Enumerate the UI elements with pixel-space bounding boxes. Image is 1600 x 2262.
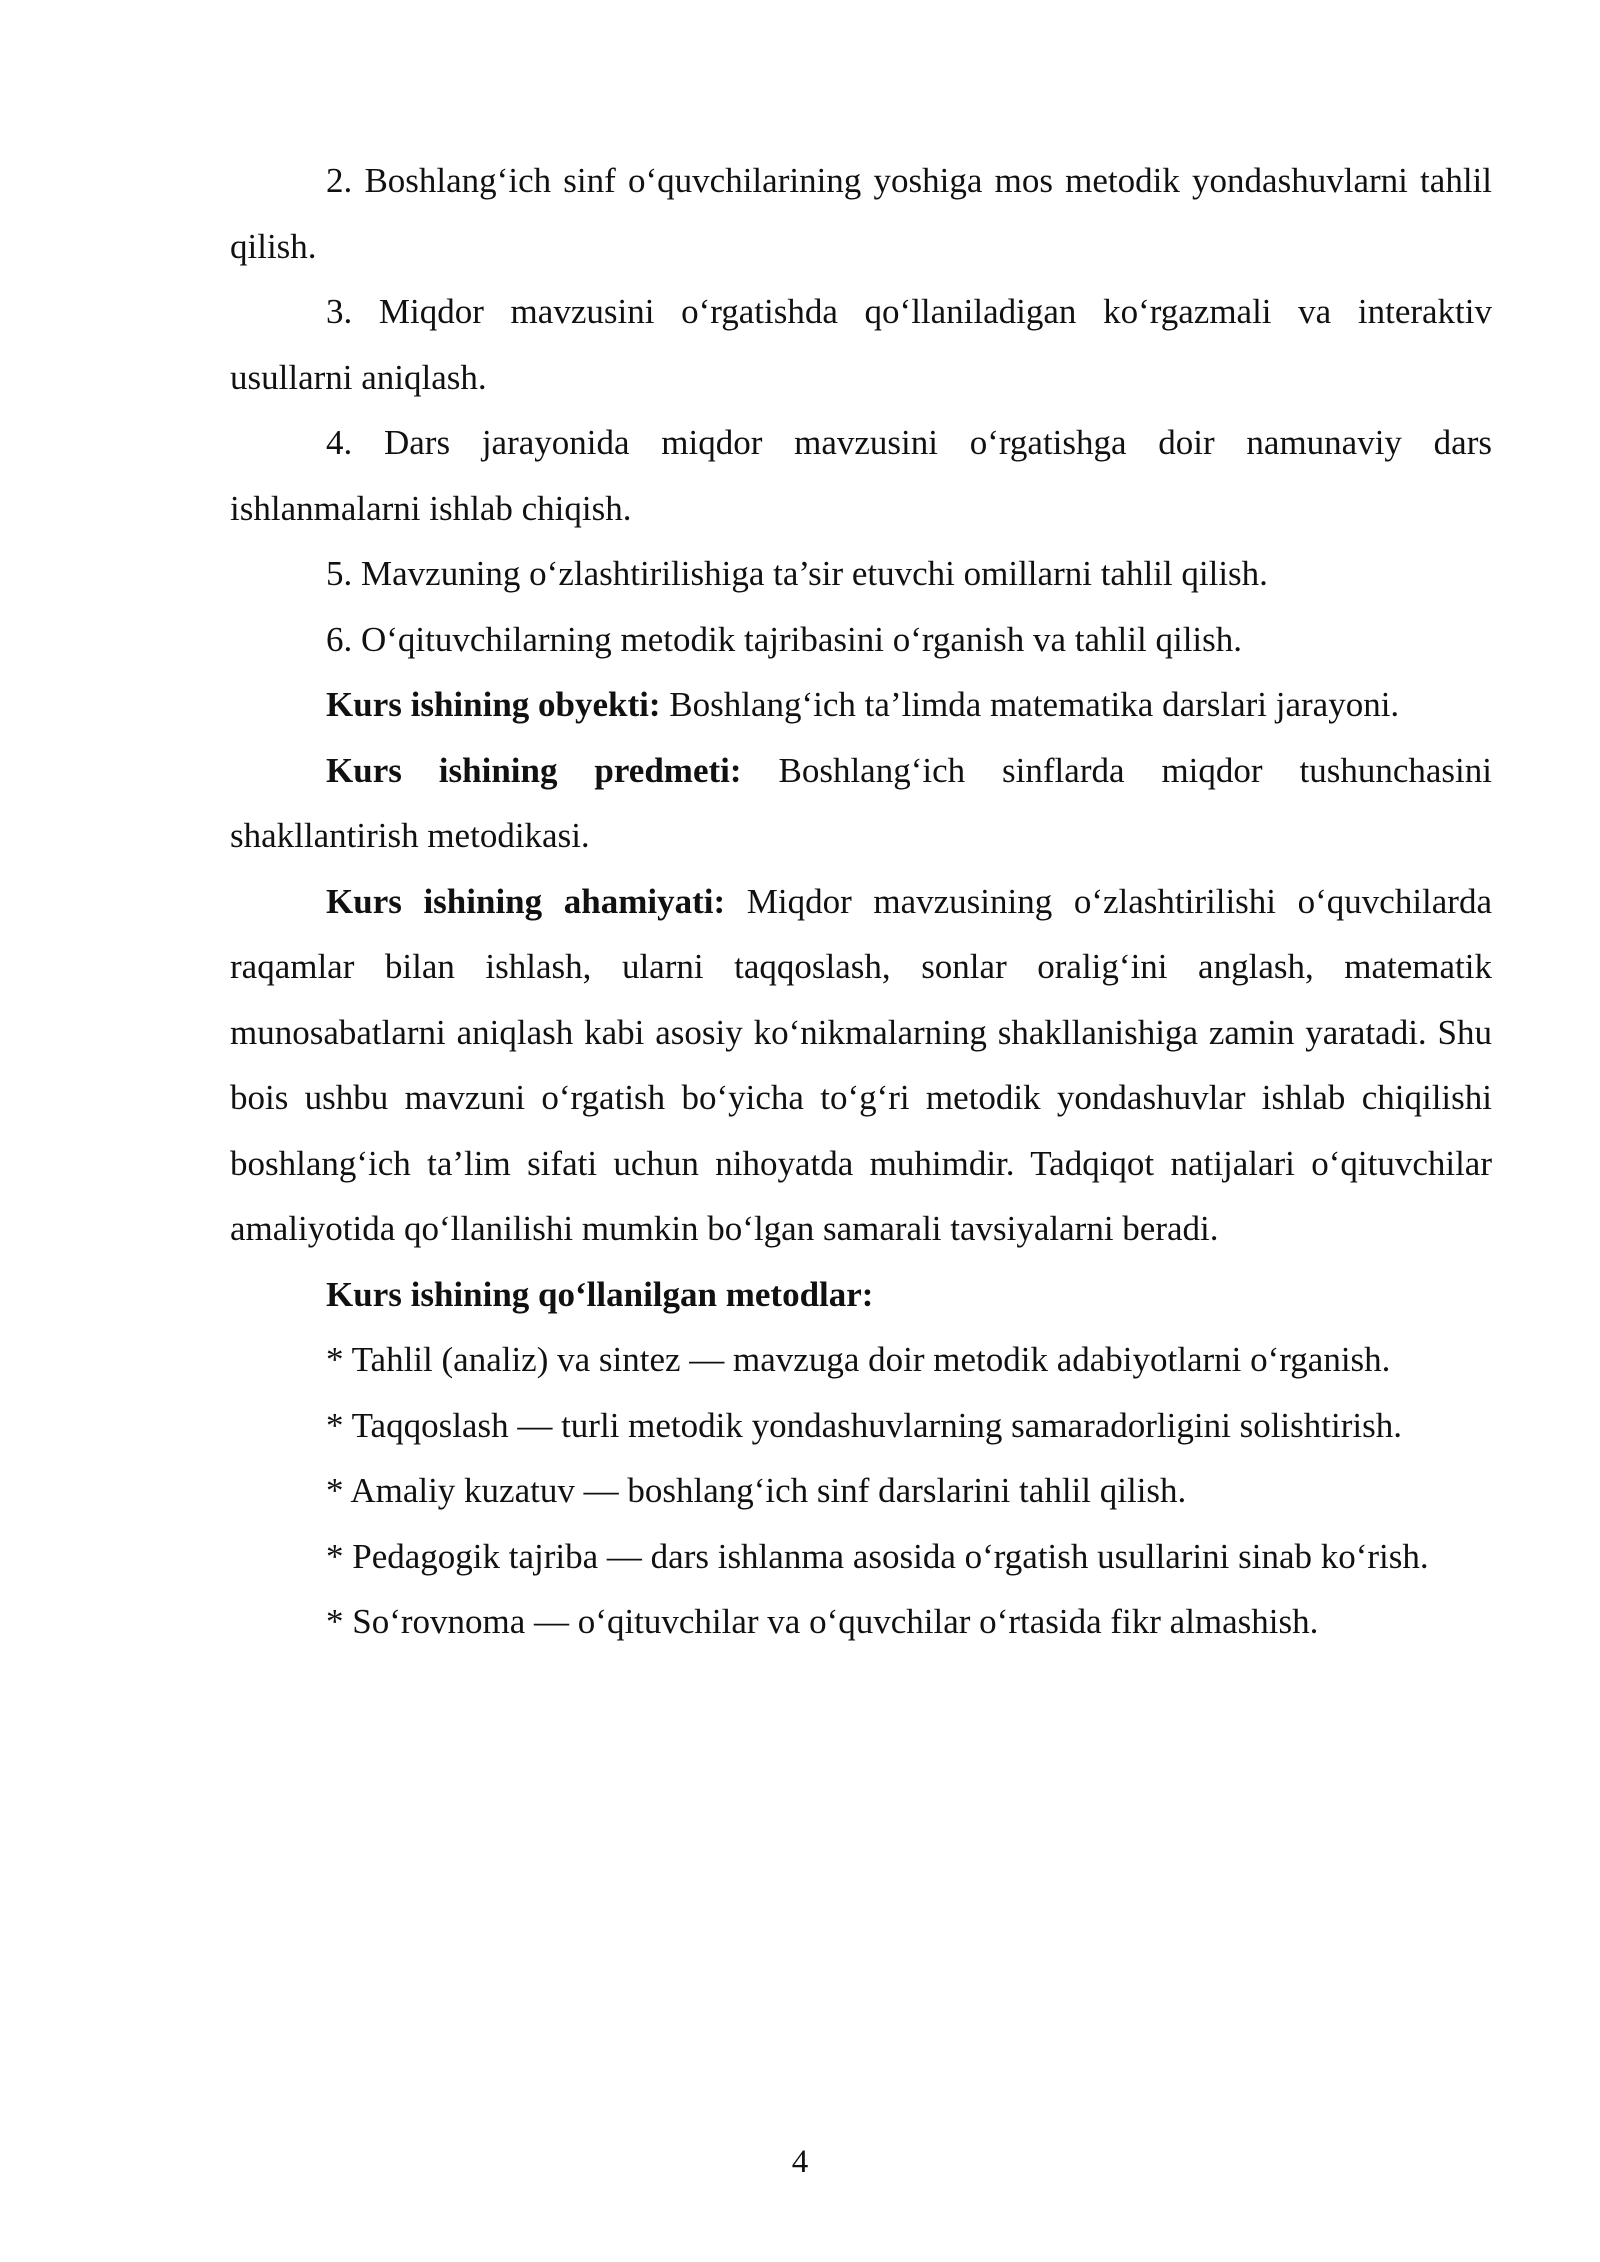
page-number: 4 <box>791 2144 809 2180</box>
importance-label: Kurs ishining ahamiyati: <box>326 881 726 921</box>
research-object-label: Kurs ishining obyekti: <box>326 685 661 724</box>
importance-paragraph <box>230 869 1492 1262</box>
task-item-2: 2. Boshlang‘ich sinf o‘quvchilarining yoshiga mos metodik yondashuvlarni tahlil qilish. <box>230 161 1492 266</box>
research-subject-text: Boshlang‘ich sinflarda miqdor tushunchasini shakllantirish metodikasi. <box>230 750 1492 855</box>
method-item: * Amaliy kuzatuv — boshlang‘ich sinf darslarini tahlil qilish. <box>326 1471 1187 1510</box>
method-item: * Taqqoslash — turli metodik yondashuvlarning samaradorligini solishtirish. <box>326 1405 1402 1445</box>
document-page-body <box>230 148 1492 1655</box>
importance-text: Miqdor mavzusining o‘zlashtirilishi o‘quvchilarda raqamlar bilan ishlash, ularni taqqoslash, sonlar oralig‘ini anglash, matematik munosabatlarni aniqlash kabi asosiy ko‘nikmalarning shakllanishiga zamin yaratadi. Shu bois ushbu mavzuni o‘rgatish bo‘yicha to‘g‘ri metodik yondashuvlar ishlab chiqilishi boshlang‘ich ta’lim sifati uchun nihoyatda muhimdir. Tadqiqot natijalari o‘qituvchilar amaliyotida qo‘llanilishi mumkin bo‘lgan samarali tavsiyalarni beradi. <box>230 881 1492 1248</box>
task-item-4: 4. Dars jarayonida miqdor mavzusini o‘rgatishga doir namunaviy dars ishlanmalarni ishlab chiqish. <box>230 423 1492 528</box>
research-object-paragraph <box>230 672 1492 738</box>
method-item: * Tahlil (analiz) va sintez — mavzuga doir metodik adabiyotlarni o‘rganish. <box>326 1340 1391 1379</box>
research-subject-paragraph <box>230 738 1492 869</box>
task-item-5: 5. Mavzuning o‘zlashtirilishiga ta’sir etuvchi omillarni tahlil qilish. <box>326 554 1268 593</box>
method-item: * So‘rovnoma — o‘qituvchilar va o‘quvchilar o‘rtasida fikr almashish. <box>326 1602 1319 1641</box>
task-item-3: 3. Miqdor mavzusini o‘rgatishda qo‘llaniladigan ko‘rgazmali va interaktiv usullarni aniqlash. <box>230 292 1492 397</box>
research-object-text: Boshlang‘ich ta’limda matematika darslari jarayoni. <box>660 685 1400 724</box>
research-subject-label: Kurs ishining predmeti: <box>326 750 742 790</box>
task-item-6: 6. O‘qituvchilarning metodik tajribasini o‘rganish va tahlil qilish. <box>326 619 1243 659</box>
method-item: * Pedagogik tajriba — dars ishlanma asosida o‘rgatish usullarini sinab ko‘rish. <box>326 1536 1429 1576</box>
methods-heading: Kurs ishining qo‘llanilgan metodlar: <box>326 1274 874 1314</box>
